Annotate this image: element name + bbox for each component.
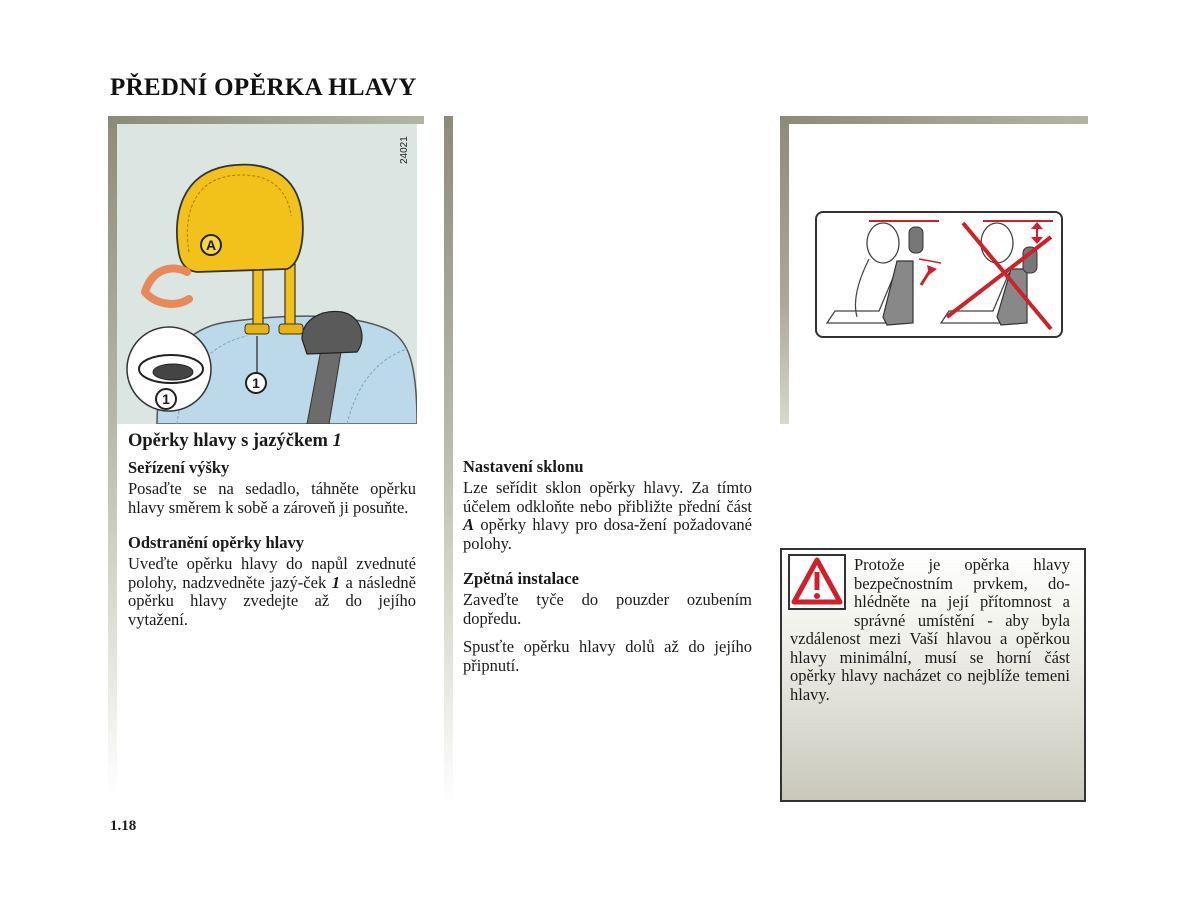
tilt-letter: A	[463, 515, 475, 534]
warning-text: Protože je opěrka hlavy bezpečnostním prvkem, do-hlédněte na její přítomnost a správné umístění - aby byla vzdálenost mezi Vaší hlavou a opěrkou hlavy minimální, musí se horní část opěrky hlavy nacházet co nejblíže temeni hlavy.	[790, 555, 1070, 704]
left-column-bar	[108, 116, 117, 796]
tilt-text	[463, 479, 752, 553]
warning-box	[780, 548, 1086, 802]
refit-text-2: Spusťte opěrku hlavy dolů až do jejího připnutí.	[463, 637, 752, 675]
left-heading-num: 1	[332, 431, 342, 451]
height-heading: Seřízení výšky	[128, 458, 230, 477]
figure-b-top-bar	[780, 116, 1088, 124]
tilt-text-2: opěrky hlavy pro dosa-žení požadované polohy.	[463, 515, 752, 553]
remove-num: 1	[331, 572, 340, 592]
height-text: Posaďte se na sedadlo, táhněte opěrku hlavy směrem k sobě a zároveň ji posuňte.	[128, 479, 416, 517]
tilt-heading: Nastavení sklonu	[463, 457, 584, 476]
remove-text	[128, 555, 416, 629]
remove-heading: Odstranění opěrky hlavy	[128, 533, 305, 552]
page-number: 1.18	[110, 818, 137, 834]
tilt-text-1: Lze seřídit sklon opěrky hlavy. Za tímto účelem odkloňte nebo přibližte přední část	[463, 478, 752, 516]
left-heading-text: Opěrky hlavy s jazýčkem	[128, 431, 333, 451]
refit-heading: Zpětná instalace	[463, 569, 579, 588]
callout-1-inset: 1	[155, 388, 177, 410]
callout-1-main: 1	[245, 372, 267, 394]
left-heading	[128, 431, 416, 452]
figure-headrest-position	[815, 211, 1063, 338]
warning-sign	[788, 554, 846, 610]
remove-text-1: Uveďte opěrku hlavy do napůl zvednuté polohy, nadzvedněte jazý-ček	[128, 554, 416, 592]
warning-triangle-icon	[790, 556, 844, 608]
refit-text-1: Zaveďte tyče do pouzder ozubením dopředu.	[463, 590, 752, 628]
headrest-illustration	[117, 124, 417, 424]
middle-column-bar	[444, 116, 453, 806]
right-column-bar	[780, 116, 789, 424]
figure-a-top-bar	[108, 116, 424, 124]
page-title: PŘEDNÍ OPĚRKA HLAVY	[110, 74, 417, 101]
callout-a: A	[200, 234, 222, 256]
figure-headrest-adjustment	[117, 124, 417, 424]
remove-text-2: a následně opěrku hlavy zvedejte až do jejího vytažení.	[128, 572, 416, 629]
figure-number: 24021	[399, 136, 410, 164]
headrest-position-illustration	[817, 213, 1061, 336]
